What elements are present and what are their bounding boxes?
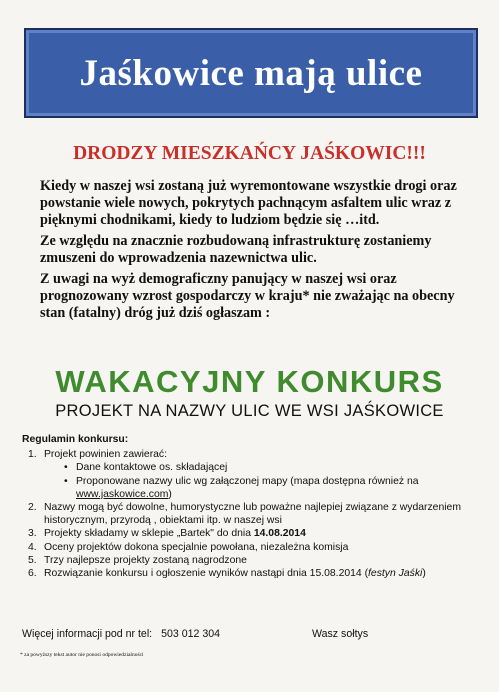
rule-number: 2.	[28, 502, 37, 514]
rule-item-3	[22, 527, 482, 540]
footnote: * za powyższy tekst autor nie ponosi odpowiedzialności	[20, 652, 144, 658]
rule-number: 4.	[28, 541, 37, 553]
sub-item-contact: • Dane kontaktowe os. składającej	[64, 461, 482, 474]
rule-text: Trzy najlepsze projekty zostaną nagrodzone	[44, 554, 247, 566]
rule-text: Oceny projektów dokona specjalnie powołana, niezależna komisja	[44, 541, 349, 553]
intro-paragraph-2: Ze względu na znacznie rozbudowaną infrastrukturę zostaniemy zmuszeni do wprowadzenia nazewnictwa ulic.	[40, 233, 432, 266]
rule-text: Projekty składamy w sklepie „Bartek" do dnia	[44, 528, 254, 540]
rule-number: 3.	[28, 528, 37, 540]
contact-phone: 503 012 304	[161, 628, 220, 640]
deadline-date: 14.08.2014	[253, 528, 306, 540]
intro-paragraph-1: Kiedy w naszej wsi zostaną już wyremontowane wszystkie drogi oraz powstanie wiele nowych, pokrytych pachnącym asfaltem ulic wraz z pięknymi chodnikami, kiedy to ludziom będzie się …itd.	[40, 178, 457, 228]
contest-title: WAKACYJNY KONKURS	[55, 364, 444, 399]
rule-number: 6.	[28, 568, 37, 580]
rule-text: Rozwiązanie konkursu i ogłoszenie wyników nastąpi dnia 15.08.2014 (	[44, 568, 369, 580]
rule-text: Projekt powinien zawierać:	[44, 449, 168, 461]
contest-subtitle: PROJEKT NA NAZWY ULIC WE WSI JAŚKOWICE	[55, 402, 444, 420]
rule-number: 1.	[28, 449, 37, 461]
contact-label: Więcej informacji pod nr tel:	[22, 628, 153, 640]
sub-item-map: • Proponowane nazwy ulic wg załączonej mapy (mapa dostępna również na www.jaskowice.com)	[64, 475, 482, 501]
greeting-heading: DRODZY MIESZKAŃCY JAŚKOWIC!!!	[73, 143, 426, 164]
rule-number: 5.	[28, 554, 37, 566]
banner-title: Jaśkowice mają ulice	[79, 52, 423, 94]
intro-paragraph-3: Z uwagi na wyż demograficzny panujący w naszej wsi oraz prognozowany wzrost gospodarczy w kraju* nie zważając na obecny stan (fatalny) dróg już dziś ogłaszam :	[40, 271, 455, 321]
rule-item-5	[22, 554, 482, 567]
rule-item-6: 6. Rozwiązanie konkursu i ogłoszenie wyników nastąpi dnia 15.08.2014 (festyn Jaśki)	[28, 568, 426, 580]
rule-item-2	[22, 501, 482, 527]
website-link[interactable]: www.jaskowice.com	[76, 488, 169, 500]
rule-sub-list	[44, 461, 482, 501]
rules-title: Regulamin konkursu:	[22, 434, 129, 445]
rule-text: Nazwy mogą być dowolne, humorystyczne lub poważne najlepiej związane z wydarzeniem historycznym, przyrodą , obiektami itp. w naszej wsi	[44, 502, 461, 527]
rule-item-4	[22, 541, 482, 554]
signature: Wasz sołtys	[312, 628, 369, 640]
contact-row	[22, 628, 472, 640]
rules-list	[22, 448, 482, 580]
rules-section	[22, 433, 482, 580]
event-name: festyn Jaśki	[368, 568, 423, 580]
intro-text	[22, 178, 482, 322]
rule-item-1	[22, 448, 482, 501]
title-banner	[24, 28, 478, 118]
